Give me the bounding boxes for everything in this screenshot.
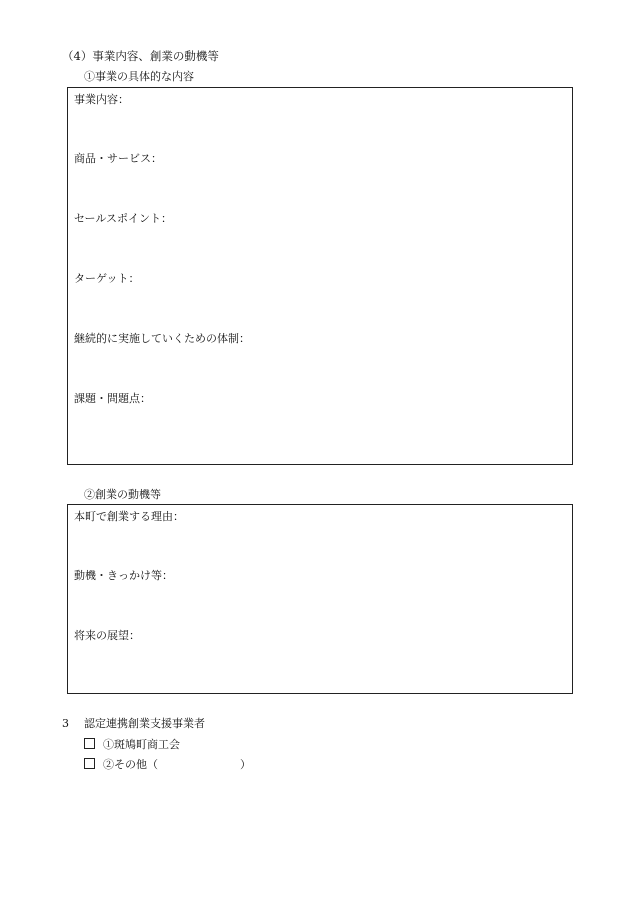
checkbox-chamber-of-commerce[interactable] xyxy=(84,738,95,749)
business-details-title: ①事業の具体的な内容 xyxy=(84,70,194,83)
field-future-outlook: 将来の展望： xyxy=(74,629,140,642)
motivation-box xyxy=(67,504,573,694)
checkbox-other[interactable] xyxy=(84,758,95,769)
option-other xyxy=(84,758,251,771)
business-details-box xyxy=(67,87,573,465)
field-issues: 課題・問題点： xyxy=(74,392,151,405)
section-3-number: 3 xyxy=(62,717,69,730)
field-selling-point: セールスポイント： xyxy=(74,212,173,225)
field-target: ターゲット： xyxy=(74,272,140,285)
option-label-other: ②その他（ xyxy=(103,758,158,771)
option-chamber-of-commerce xyxy=(84,738,180,751)
section-3-title: 認定連携創業支援事業者 xyxy=(84,717,205,730)
field-reason-for-town: 本町で創業する理由： xyxy=(74,510,184,523)
section-4-heading: （4）事業内容、創業の動機等 xyxy=(62,49,219,63)
motivation-title: ②創業の動機等 xyxy=(84,488,161,501)
section-3-heading xyxy=(62,717,205,730)
field-business-content: 事業内容： xyxy=(74,93,129,106)
field-products-services: 商品・サービス： xyxy=(74,152,162,165)
field-motivation: 動機・きっかけ等： xyxy=(74,569,173,582)
field-continuity-structure: 継続的に実施していくための体制： xyxy=(74,332,250,345)
option-label-other-close: ） xyxy=(240,758,251,771)
option-label-chamber: ①斑鳩町商工会 xyxy=(103,738,180,751)
